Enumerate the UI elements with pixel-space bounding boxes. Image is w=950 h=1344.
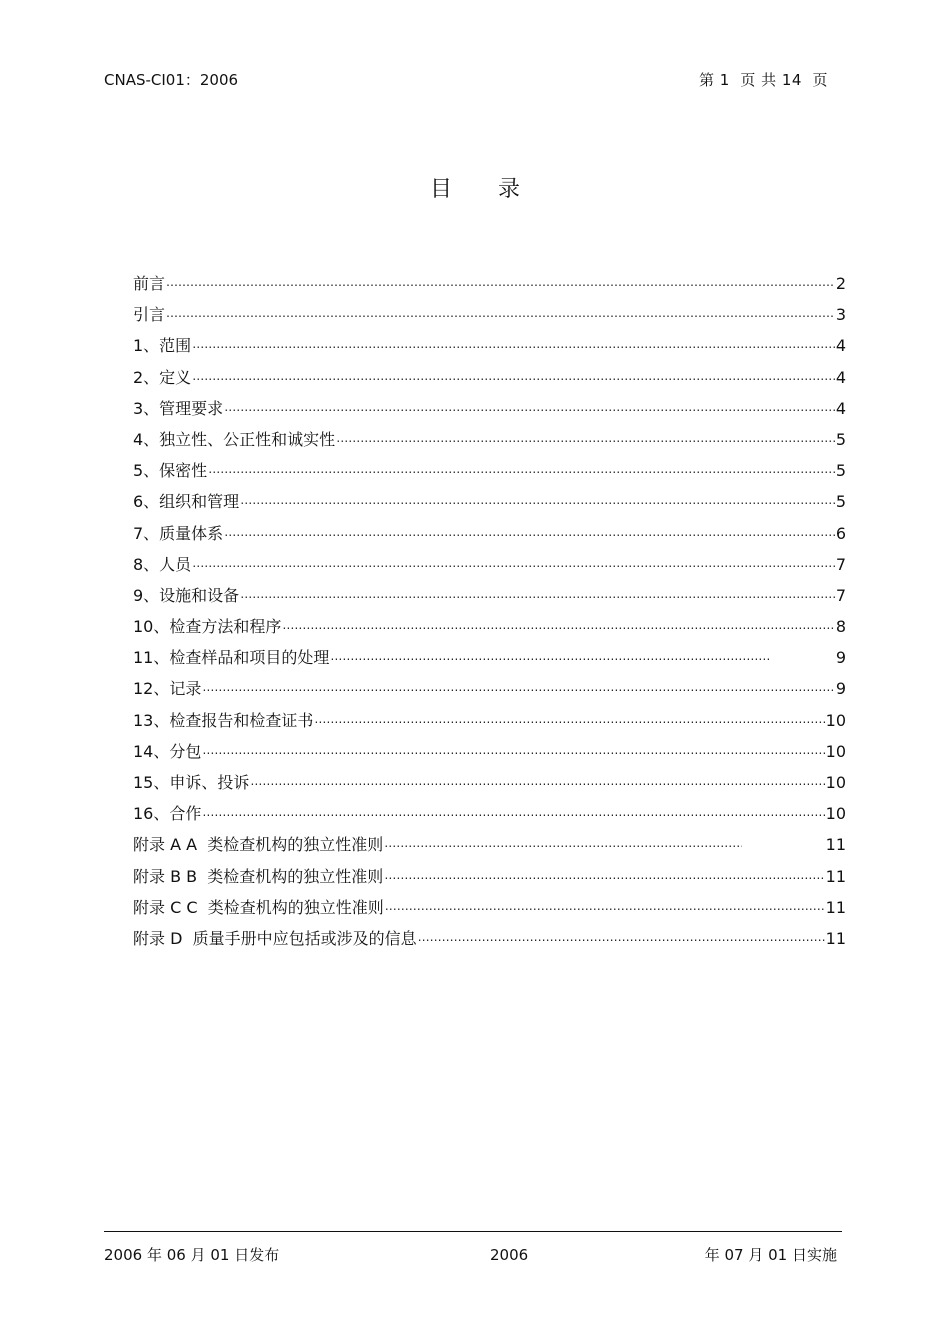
toc-leader-dots — [202, 797, 824, 828]
toc-page-number: 10 — [825, 773, 846, 792]
toc-label: 16、合作 — [133, 804, 202, 824]
toc-label: 11、检查样品和项目的处理 — [133, 648, 330, 668]
toc-label: 12、记录 — [133, 679, 202, 699]
toc-entry-appendix-a[interactable] — [133, 829, 846, 860]
toc-entry-11[interactable] — [133, 642, 846, 673]
toc-leader-dots — [192, 548, 835, 579]
toc-label: 7、质量体系 — [133, 523, 224, 543]
toc-page-number: 5 — [835, 492, 846, 512]
toc-page-number: 7 — [835, 554, 846, 574]
toc-entry-9[interactable] — [133, 580, 846, 611]
toc-label: 附录 D 质量手册中应包括或涉及的信息 — [133, 928, 417, 948]
toc-leader-dots — [240, 485, 835, 516]
toc-entry-6[interactable] — [133, 486, 846, 517]
toc-page-number: 7 — [835, 585, 846, 605]
toc-page-number: 6 — [835, 523, 846, 543]
issue-date: 2006 年 06 月 01 日发布 — [104, 1246, 280, 1264]
toc-leader-dots — [385, 891, 825, 922]
toc-page-number: 4 — [835, 398, 846, 418]
toc-entry-appendix-b[interactable] — [133, 861, 846, 892]
toc-page-number: 11 — [825, 928, 846, 948]
toc-label: 附录 C C 类检查机构的独立性准则 — [133, 897, 384, 917]
toc-page-number: 9 — [835, 648, 846, 668]
page-number-info: 第 1 页 共 14 页 — [698, 71, 828, 89]
toc-leader-dots — [250, 766, 824, 797]
toc-leader-dots — [330, 641, 770, 672]
page-title: 目录 — [429, 177, 566, 202]
effective-date: 年 07 月 01 日实施 — [704, 1246, 837, 1264]
toc-leader-dots — [384, 860, 824, 891]
toc-page-number: 10 — [825, 804, 846, 824]
toc-leader-dots — [224, 517, 835, 548]
toc-entry-15[interactable] — [133, 767, 846, 798]
toc-entry-foreword[interactable] — [133, 268, 846, 299]
toc-entry-1[interactable] — [133, 330, 846, 361]
toc-label: 9、设施和设备 — [133, 585, 240, 605]
toc-label: 5、保密性 — [133, 461, 208, 481]
toc-label: 6、组织和管理 — [133, 492, 240, 512]
toc-entry-8[interactable] — [133, 549, 846, 580]
toc-page-number: 5 — [835, 461, 846, 481]
page-header — [104, 69, 828, 91]
toc-page-number: 9 — [835, 679, 846, 699]
toc-label: 附录 B B 类检查机构的独立性准则 — [133, 866, 384, 886]
toc-entry-16[interactable] — [133, 798, 846, 829]
toc-entry-introduction[interactable] — [133, 299, 846, 330]
toc-page-number: 11 — [825, 866, 846, 886]
toc-leader-dots — [418, 922, 825, 953]
toc-entry-3[interactable] — [133, 393, 846, 424]
toc-entry-12[interactable] — [133, 673, 846, 704]
toc-entry-2[interactable] — [133, 362, 846, 393]
toc-label: 3、管理要求 — [133, 398, 224, 418]
toc-entry-appendix-d[interactable] — [133, 923, 846, 954]
table-of-contents — [133, 268, 846, 954]
toc-label: 10、检查方法和程序 — [133, 617, 282, 637]
toc-leader-dots — [202, 672, 834, 703]
page-footer — [104, 1244, 837, 1266]
toc-label: 1、范围 — [133, 336, 192, 356]
toc-leader-dots — [192, 329, 835, 360]
toc-page-number: 3 — [835, 305, 846, 325]
toc-leader-dots — [314, 704, 824, 735]
toc-entry-13[interactable] — [133, 705, 846, 736]
toc-page-number: 4 — [835, 336, 846, 356]
toc-leader-dots — [208, 454, 835, 485]
toc-label: 8、人员 — [133, 554, 192, 574]
toc-leader-dots — [192, 361, 835, 392]
toc-leader-dots — [282, 610, 834, 641]
toc-leader-dots — [384, 828, 742, 859]
toc-leader-dots — [240, 579, 835, 610]
toc-page-number: 5 — [835, 429, 846, 449]
toc-page-number: 11 — [825, 897, 846, 917]
toc-leader-dots — [166, 298, 835, 329]
toc-entry-4[interactable] — [133, 424, 846, 455]
toc-page-number: 2 — [835, 274, 846, 293]
toc-label: 15、申诉、投诉 — [133, 773, 250, 792]
toc-entry-14[interactable] — [133, 736, 846, 767]
toc-label: 14、分包 — [133, 741, 202, 761]
toc-label: 附录 A A 类检查机构的独立性准则 — [133, 835, 384, 855]
footer-divider — [104, 1231, 842, 1232]
toc-leader-dots — [202, 735, 824, 766]
footer-year: 2006 — [490, 1246, 529, 1264]
toc-page-number: 8 — [835, 617, 846, 637]
toc-page-number: 4 — [835, 367, 846, 387]
toc-entry-appendix-c[interactable] — [133, 892, 846, 923]
toc-label: 13、检查报告和检查证书 — [133, 710, 314, 730]
toc-entry-10[interactable] — [133, 611, 846, 642]
toc-label: 前言 — [133, 274, 166, 293]
toc-leader-dots — [224, 392, 835, 423]
toc-label: 2、定义 — [133, 367, 192, 387]
toc-page-number: 11 — [825, 835, 846, 855]
toc-label: 引言 — [133, 305, 166, 325]
toc-entry-7[interactable] — [133, 518, 846, 549]
toc-leader-dots — [166, 267, 835, 298]
toc-leader-dots — [336, 423, 835, 454]
toc-page-number: 10 — [825, 741, 846, 761]
document-code: CNAS-CI01：2006 — [104, 71, 239, 89]
toc-entry-5[interactable] — [133, 455, 846, 486]
toc-label: 4、独立性、公正性和诚实性 — [133, 429, 336, 449]
toc-page-number: 10 — [825, 710, 846, 730]
